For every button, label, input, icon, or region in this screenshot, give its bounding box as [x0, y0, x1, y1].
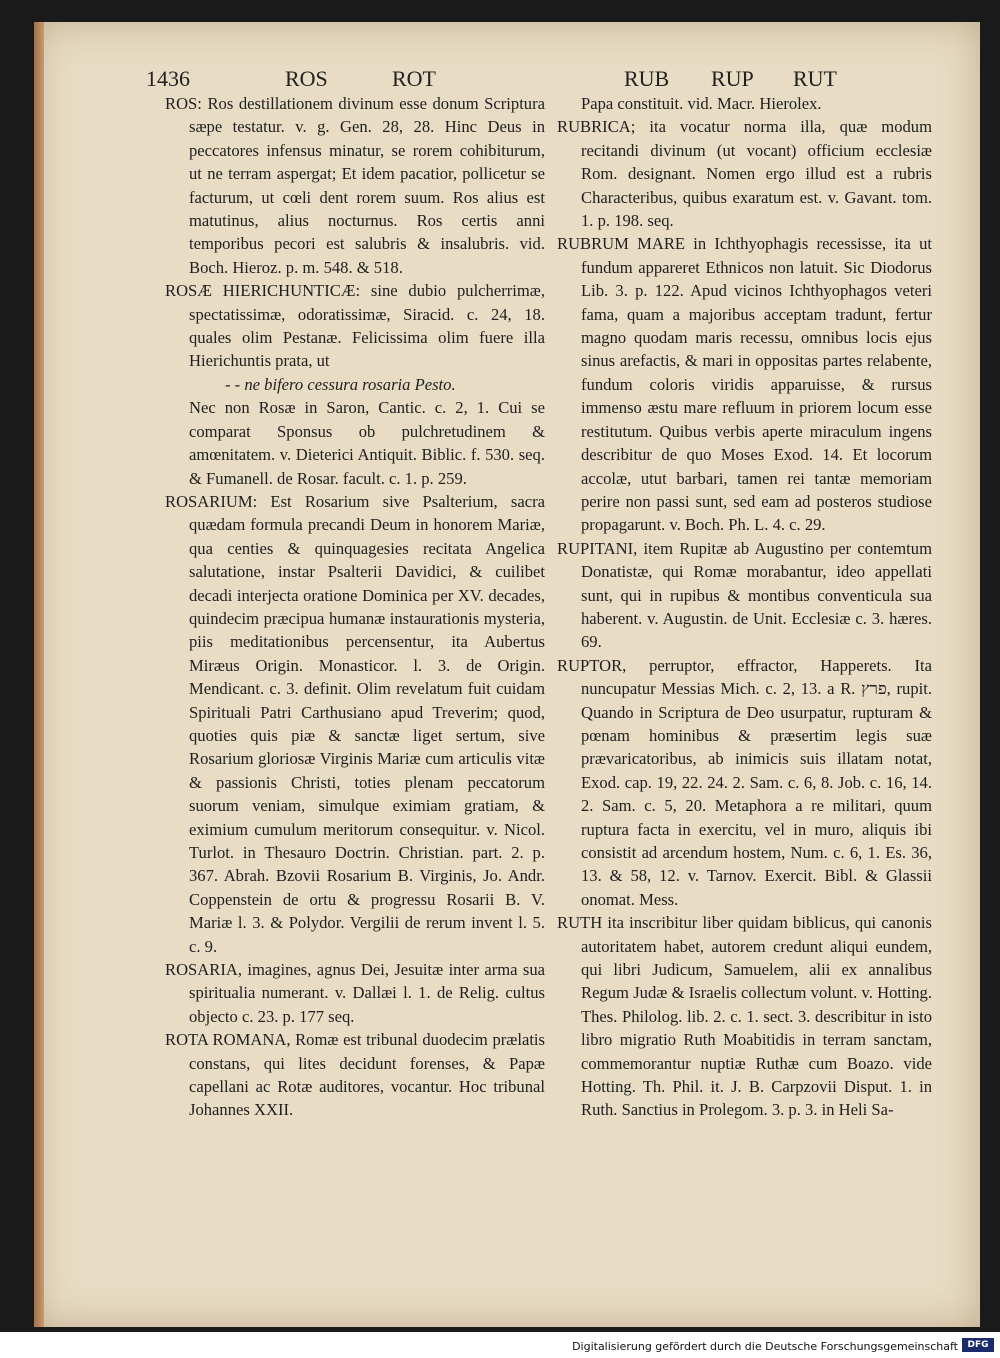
entry-rosae-hierichunticae: ROSÆ HIERICHUNTICÆ: sine dubio pulcherrimæ, spectatissimæ, odoratissimæ, Siracid. c. 24, 18. quales olim Pestanæ. Felicissima olim fuere illa Hierichuntis prata, ut — [165, 281, 545, 371]
dfg-logo: DFG — [962, 1338, 994, 1352]
entry-ruth: RUTH ita inscribitur liber quidam biblicus, qui canonis autoritatem habet, autorem credunt aliqui eundem, qui libri Judicum, Samuelem, alii ex annalibus Regum Judæ & Israelis collectum volunt. v. Hotting. Thes. Philolog. lib. 2. c. 1. sect. 3. describitur in isto libro migratio Ruth Moabitidis in terram sanctam, commemorantur nuptiæ Ruthæ cum Boazo. vide Hotting. Th. Phil. it. J. B. Carpzovii Disput. 1. in Ruth. Sanctius in Prolegom. 3. p. 3. in Heli Sa- — [557, 913, 932, 1120]
left-column — [165, 92, 545, 1122]
right-column — [557, 92, 932, 1122]
entry-rosarium: ROSARIUM: Est Rosarium sive Psalterium, sacra quædam formula precandi Deum in honorem Mariæ, qua centies & quinquagesies recitata Angelica salutatione, instar Psalterii Davidici, & cuilibet decadi interjecta oratione Dominica per XV. decades, quindecim præcipua humanæ instaurationis mysteria, piis meditationibus percensentur, ita Aubertus Miræus Origin. Monasticor. l. 3. de Origin. Mendicant. c. 3. definit. Olim revelatum fuit cuidam Spirituali Patri Carthusiano apud Treverim; quod, quoties quis piæ & sanctæ liget sertum, sive Rosarium gloriosæ Virginis Mariæ cum articulis vitæ & passionis Christi, toties plenam peccatorum suorum veniam, simulque eximiam gratiam, & eximium cumulum meritorum consequitur. v. Nicol. Turlot. in Thesauro Doctrin. Christian. part. 2. p. 367. Abrah. Bzovii Rosarium B. Virginis, Jo. Andr. Coppenstein de ortu & progressu Rosarii B. V. Mariæ l. 3. & Polydor. Vergilii de rerum invent l. 5. c. 9. — [165, 491, 545, 956]
entry-rosaria: ROSARIA, imagines, agnus Dei, Jesuitæ inter arma sua spiritualia numerant. v. Dallæi l. 1. de Relig. cultus objecto c. 23. p. 177 seq. — [165, 960, 545, 1026]
footer-bar — [0, 1332, 1000, 1358]
header-word-rot: ROT — [392, 66, 436, 91]
entry-rupitani: RUPITANI, item Rupitæ ab Augustino per contemtum Donatistæ, qui Romæ morabantur, ideo appellati sunt, qui in rupibus & montibus conventicula sua haberent. v. Augustin. de Unit. Ecclesiæ c. 3. hæres. 69. — [557, 538, 932, 652]
header-word-rub: RUB — [624, 66, 670, 91]
verse-quote: - - ne bifero cessura rosaria Pesto. — [225, 374, 456, 394]
entry-ruptor: RUPTOR, perruptor, effractor, Happerets. Ita nuncupatur Messias Mich. c. 2, 13. a R. פרץ, rupit. Quando in Scriptura de Deo usurpatur, rupturam & pœnam hominibus & præsertim legis suæ prævaricatoribus, ab inimicis suis illatam notat, Exod. cap. 19, 22. 24. 2. Sam. c. 6, 8. Job. c. 16, 14. 2. Sam. c. 5, 20. Metaphora a re militari, quum ruptura facta in exercitu, vel in muro, aliquis ibi consistit ad arcendum hostem, Num. c. 6, 1. Es. 36, 13. & 58, 12. v. Tarnov. Exercit. Bibl. & Glassii onomat. Mess. — [557, 655, 932, 909]
header-word-ros: ROS — [285, 66, 328, 91]
entry-rubrum-mare: RUBRUM MARE in Ichthyophagis recessisse, ita ut fundum appareret Ethnicos non latuit. Sic Diodorus Lib. 3. p. 122. Apud vicinos Ichthyophagos veteri fama, quam a majoribus acceptam tradunt, fertur magno quodam maris recessu, omnibus locis ejus sinus arefactis, & mari in oppositas partes relabente, fundum coloris viridis apparuisse, & rursus immenso æstu mare refluum in priorem locum esse restitutum. Quibus verbis aperte miraculum ingens describitur de quo Moses Exod. 14. Et locorum accolæ, utut barbari, tamen rei tantæ memoriam perire non passi sunt, sed eam ad posteros studiose propagarunt. v. Boch. Ph. L. 4. c. 29. — [557, 234, 932, 535]
entry-rosae-saron: Nec non Rosæ in Saron, Cantic. c. 2, 1. Cui se comparat Sponsus ob pulchretudinem & amœnitatem. v. Dieterici Antiquit. Biblic. f. 530. seq. & Fumanell. de Rosar. facult. c. 1. p. 259. — [189, 398, 545, 488]
page-number: 1436 — [146, 66, 190, 91]
header-word-rup: RUP — [711, 66, 754, 91]
page-binding-edge — [34, 22, 44, 1327]
funding-notice: Digitalisierung gefördert durch die Deutsche Forschungsgemeinschaft — [572, 1340, 958, 1353]
entry-rubrica: RUBRICA; ita vocatur norma illa, quæ modum recitandi divinum (ut vocant) officium ecclesiæ Rom. designant. Nomen ergo illud est a rubris Characteribus, quibus exaratum est. v. Gavant. tom. 1. p. 198. seq. — [557, 117, 932, 231]
header-word-rut: RUT — [793, 66, 837, 91]
entry-rota-romana: ROTA ROMANA, Romæ est tribunal duodecim prælatis constans, qui lites decidunt forenses, & Papæ capellani ac Rotæ auditores, vocantur. Hoc tribunal Johannes XXII. — [165, 1030, 545, 1120]
entry-rota-continued: Papa constituit. vid. Macr. Hierolex. — [581, 94, 822, 113]
entry-ros: ROS: Ros destillationem divinum esse donum Scriptura sæpe testatur. v. g. Gen. 28, 28. Hinc Deus in peccatores infensus minatur, se rorem cohibiturum, ut ne terram aspergat; Et idem pacatior, pollicetur se facturum, ut cœli dent rorem suum. Ros alius est matutinus, alius nocturnus. Ros certis anni temporibus pecori est salubris & insalubris. vid. Boch. Hieroz. p. m. 548. & 518. — [165, 94, 545, 277]
